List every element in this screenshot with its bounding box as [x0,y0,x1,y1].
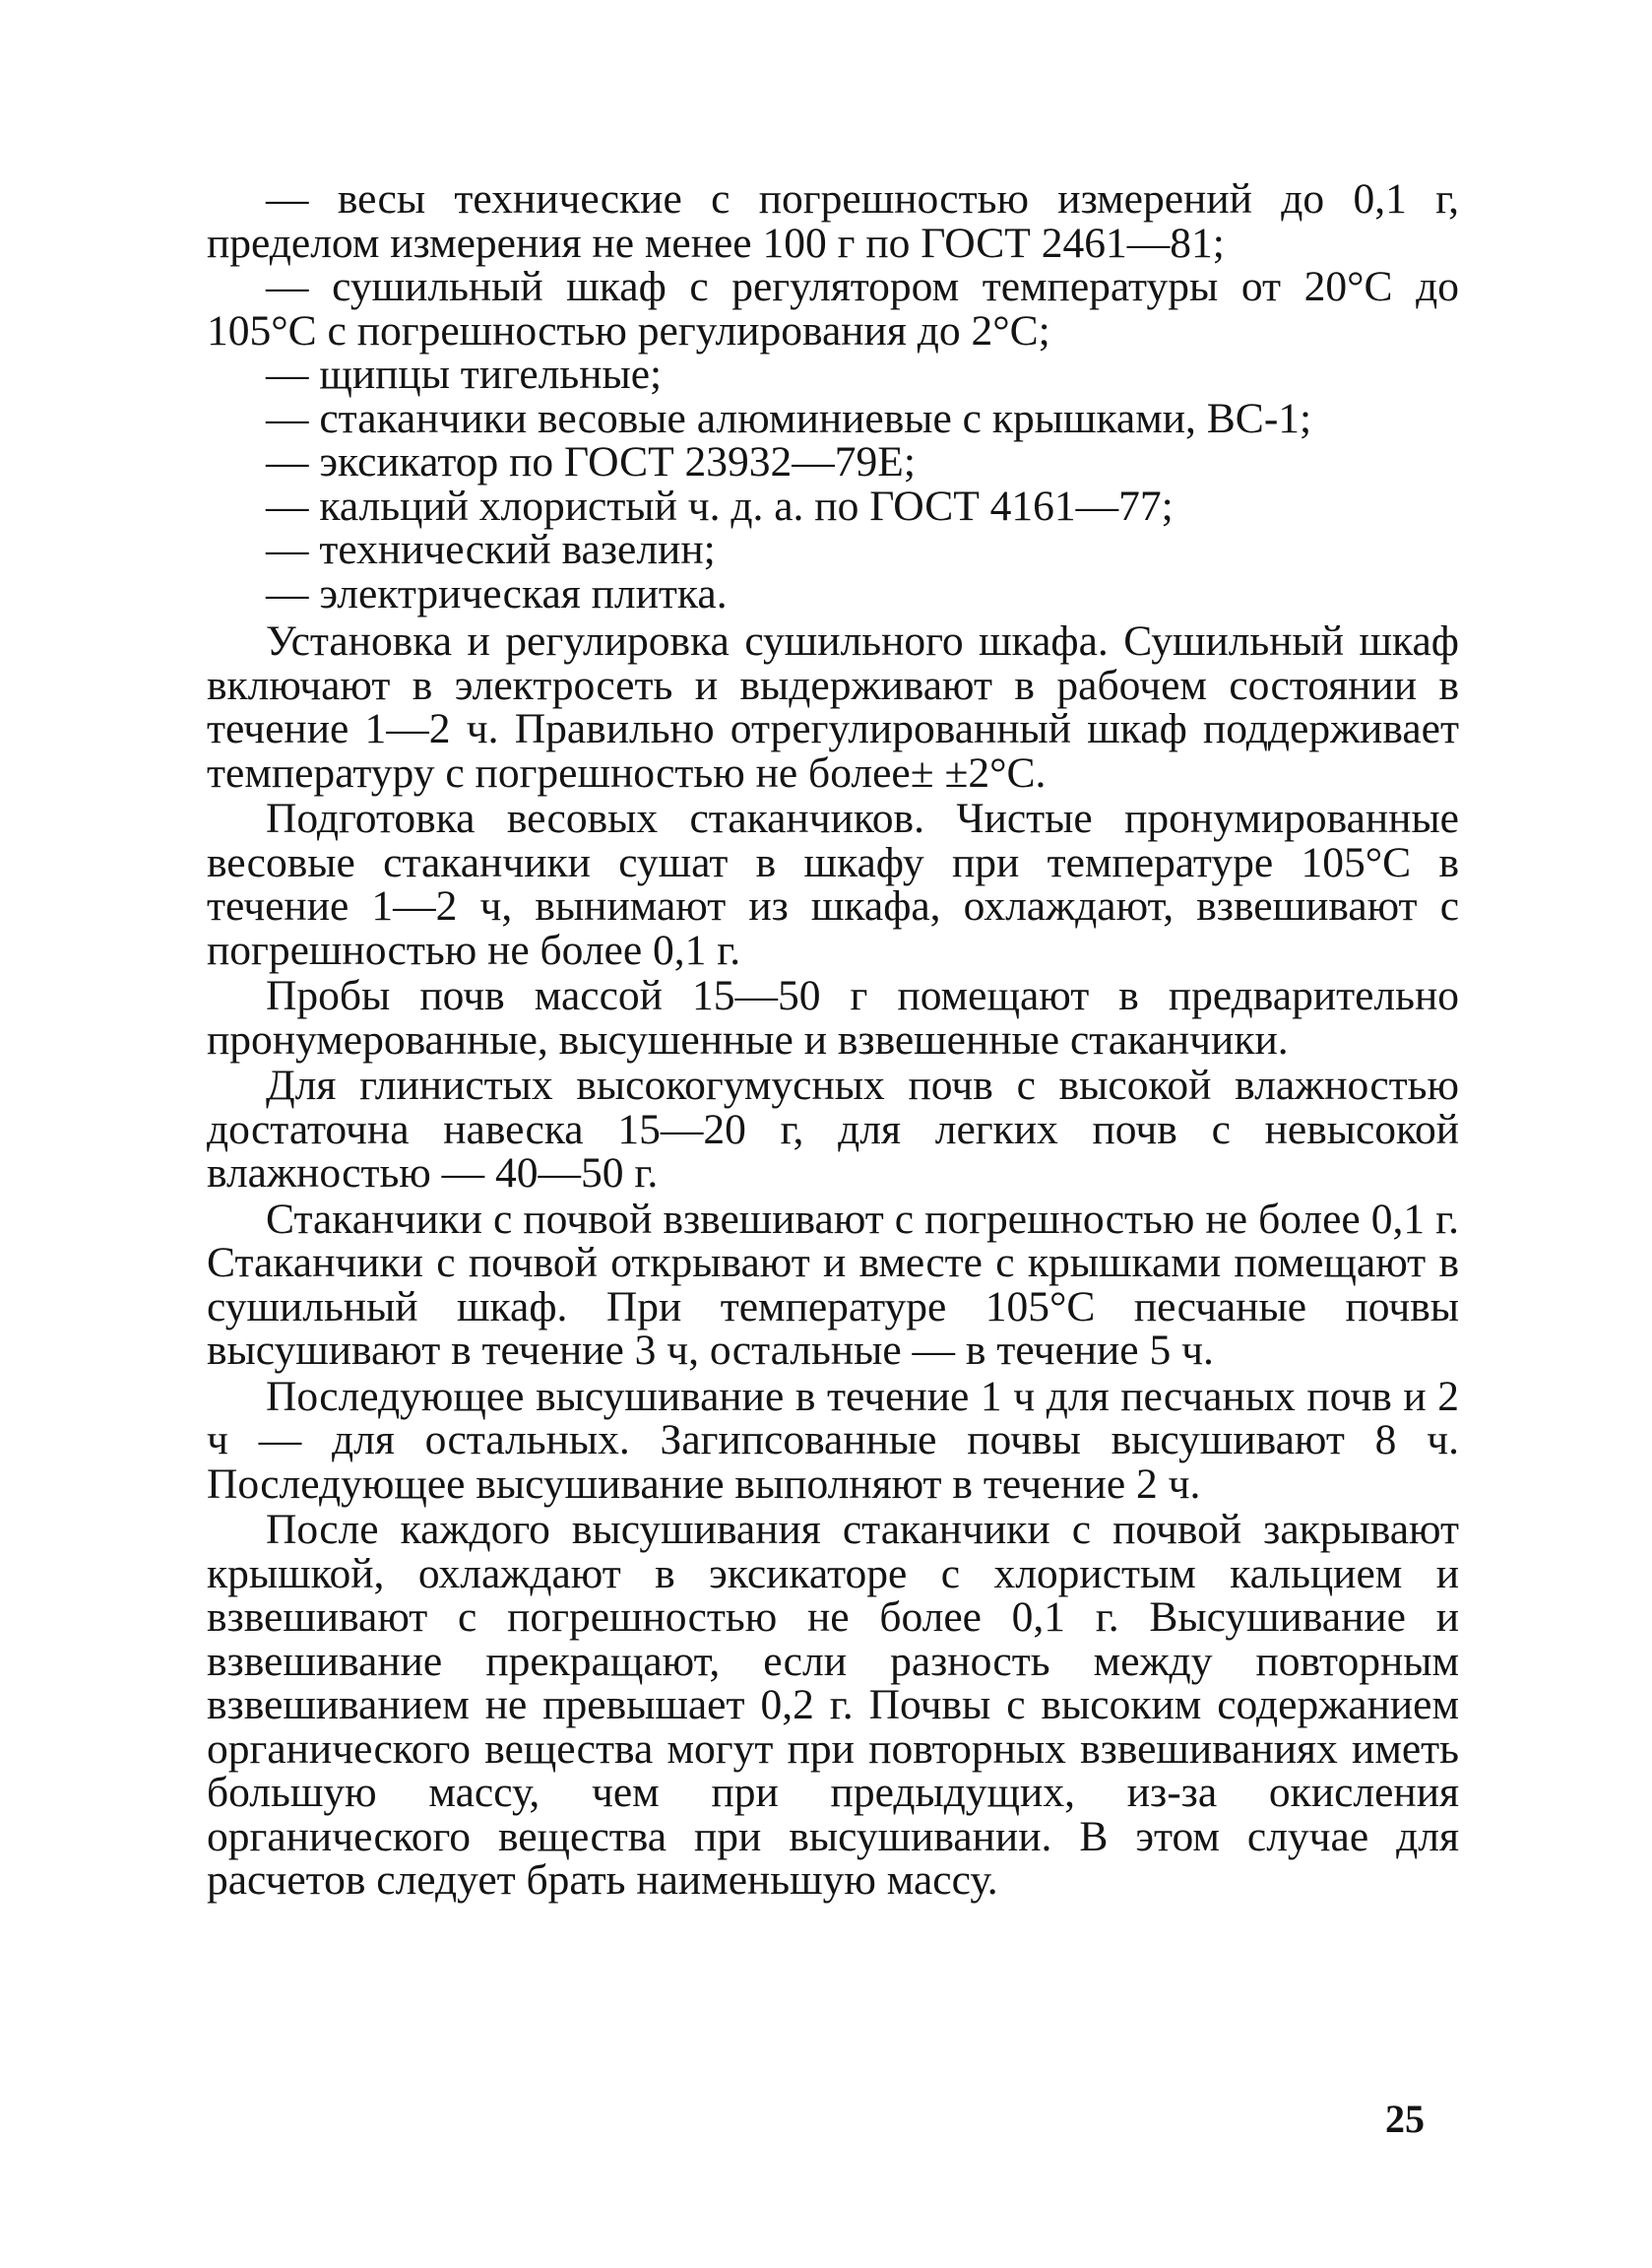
list-item: — щипцы тигельные; [266,351,663,398]
list-item: — сушильный шкаф с регулятором температуры от 20°С до 105°С с погрешностью регулирования до 2°С; [207,263,1459,355]
paragraph-cup-preparation: Подготовка весовых стаканчиков. Чистые пронумированные весовые стаканчики сушат в шкафу при температуре 105°С в течение 1—2 ч, вынимают из шкафа, охлаждают, взвешивают с погрешностью не более 0,1 г. [207,795,1459,974]
page-number: 25 [1385,2097,1425,2141]
paragraph-subsequent-drying: Последующее высушивание в течение 1 ч для песчаных почв и 2 ч — для остальных. Загипсованные почвы высушивают 8 ч. Последующее высушивание выполняют в течение 2 ч. [207,1372,1459,1508]
equipment-list [207,177,1459,616]
paragraph-sample-mass: Пробы почв массой 15—50 г помещают в предварительно пронумерованные, высушенные и взвешенные стаканчики. [207,972,1459,1064]
page-content [207,177,1459,1903]
paragraph-clay-soils: Для глинистых высокогумусных почв с высокой влажностью достаточна навеска 15—20 г, для легких почв с невысокой влажностью — 40—50 г. [207,1062,1459,1197]
list-item: — весы технические с погрешностью измерений до 0,1 г, пределом измерения не менее 100 г по ГОСТ 2461—81; [207,175,1459,267]
list-item: — кальций хлористый ч. д. а. по ГОСТ 4161—77; [266,482,1174,530]
list-item: — электрическая плитка. [266,569,728,617]
paragraph-after-drying: После каждого высушивания стаканчики с почвой закрывают крышкой, охлаждают в эксикаторе с хлористым кальцием и взвешивают с погрешностью не более 0,1 г. Высушивание и взвешивание прекращают, если разность между повторным взвешиванием не превышает 0,2 г. Почвы с высоким содержанием органического вещества могут при повторных взвешиваниях иметь большую массу, чем при предыдущих, из-за окисления органического вещества при высушивании. В этом случае для расчетов следует брать наименьшую массу. [207,1506,1459,1904]
list-item: — стаканчики весовые алюминиевые с крышками, ВС-1; [266,394,1312,442]
list-item: — эксикатор по ГОСТ 23932—79Е; [266,438,916,486]
paragraph-weighing: Стаканчики с почвой взвешивают с погрешностью не более 0,1 г. Стаканчики с почвой открывают и вместе с крышками помещают в сушильный шкаф. При температуре 105°С песчаные почвы высушивают в течение 3 ч, остальные — в течение 5 ч. [207,1195,1459,1374]
paragraph-oven-setup: Установка и регулировка сушильного шкафа. Сушильный шкаф включают в электросеть и выдерживают в рабочем состоянии в течение 1—2 ч. Правильно отрегулированный шкаф поддерживает температуру с погрешностью не более± ±2°С. [207,617,1459,797]
list-item: — технический вазелин; [266,526,716,573]
